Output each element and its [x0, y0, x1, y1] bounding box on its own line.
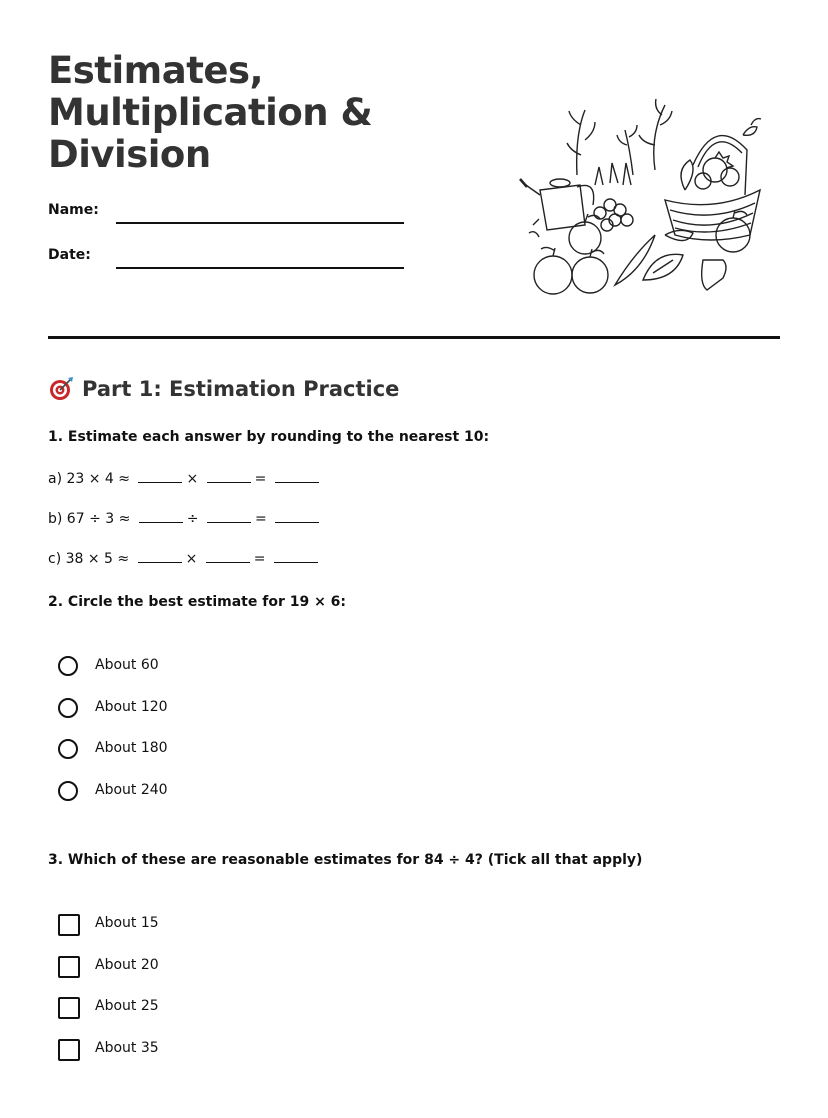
answer-blank[interactable]	[275, 510, 319, 523]
q2-option-label: About 120	[95, 699, 168, 715]
q3-option-label: About 20	[95, 957, 159, 973]
checkbox-icon[interactable]	[58, 1039, 80, 1061]
checkbox-icon[interactable]	[58, 956, 80, 978]
q1-item-a-prefix: a) 23 × 4 ≈	[48, 471, 131, 487]
q3-option-label: About 15	[95, 915, 159, 931]
operator: ×	[186, 471, 199, 487]
radio-circle-icon[interactable]	[58, 656, 78, 676]
answer-blank[interactable]	[206, 550, 250, 563]
section-divider	[48, 336, 780, 339]
q3-heading: 3. Which of these are reasonable estimates for 84 ÷ 4? (Tick all that apply)	[48, 852, 643, 868]
checkbox-icon[interactable]	[58, 914, 80, 936]
q1-item-c-prefix: c) 38 × 5 ≈	[48, 551, 130, 567]
target-icon	[48, 375, 74, 401]
answer-blank[interactable]	[207, 470, 251, 483]
equals: =	[254, 511, 267, 527]
equals: =	[254, 471, 267, 487]
radio-circle-icon[interactable]	[58, 739, 78, 759]
q2-option-label: About 180	[95, 740, 168, 756]
radio-circle-icon[interactable]	[58, 698, 78, 718]
q2-option-label: About 240	[95, 782, 168, 798]
part1-title-text: Part 1: Estimation Practice	[82, 377, 400, 401]
answer-blank[interactable]	[139, 510, 183, 523]
part1-title	[48, 375, 399, 401]
checkbox-icon[interactable]	[58, 997, 80, 1019]
answer-blank[interactable]	[138, 470, 182, 483]
date-label: Date:	[48, 247, 91, 263]
q2-option-label: About 60	[95, 657, 159, 673]
equals: =	[253, 551, 266, 567]
fruit-basket-illustration	[515, 95, 765, 305]
operator: ÷	[186, 511, 199, 527]
answer-blank[interactable]	[275, 470, 319, 483]
q1-item-c	[48, 550, 322, 567]
q2-heading: 2. Circle the best estimate for 19 × 6:	[48, 594, 347, 610]
answer-blank[interactable]	[274, 550, 318, 563]
q1-item-b-prefix: b) 67 ÷ 3 ≈	[48, 511, 131, 527]
operator: ×	[185, 551, 198, 567]
radio-circle-icon[interactable]	[58, 781, 78, 801]
q3-option-label: About 25	[95, 998, 159, 1014]
q1-heading: 1. Estimate each answer by rounding to the nearest 10:	[48, 429, 490, 445]
title-line-1: Estimates,	[48, 49, 264, 92]
page-title	[48, 50, 372, 176]
name-label: Name:	[48, 202, 99, 218]
q1-item-a	[48, 470, 323, 487]
title-line-2: Multiplication &	[48, 91, 373, 134]
title-line-3: Division	[48, 133, 211, 176]
answer-blank[interactable]	[138, 550, 182, 563]
date-field[interactable]	[116, 267, 404, 269]
answer-blank[interactable]	[207, 510, 251, 523]
q1-item-b	[48, 510, 323, 527]
q3-option-label: About 35	[95, 1040, 159, 1056]
name-field[interactable]	[116, 222, 404, 224]
